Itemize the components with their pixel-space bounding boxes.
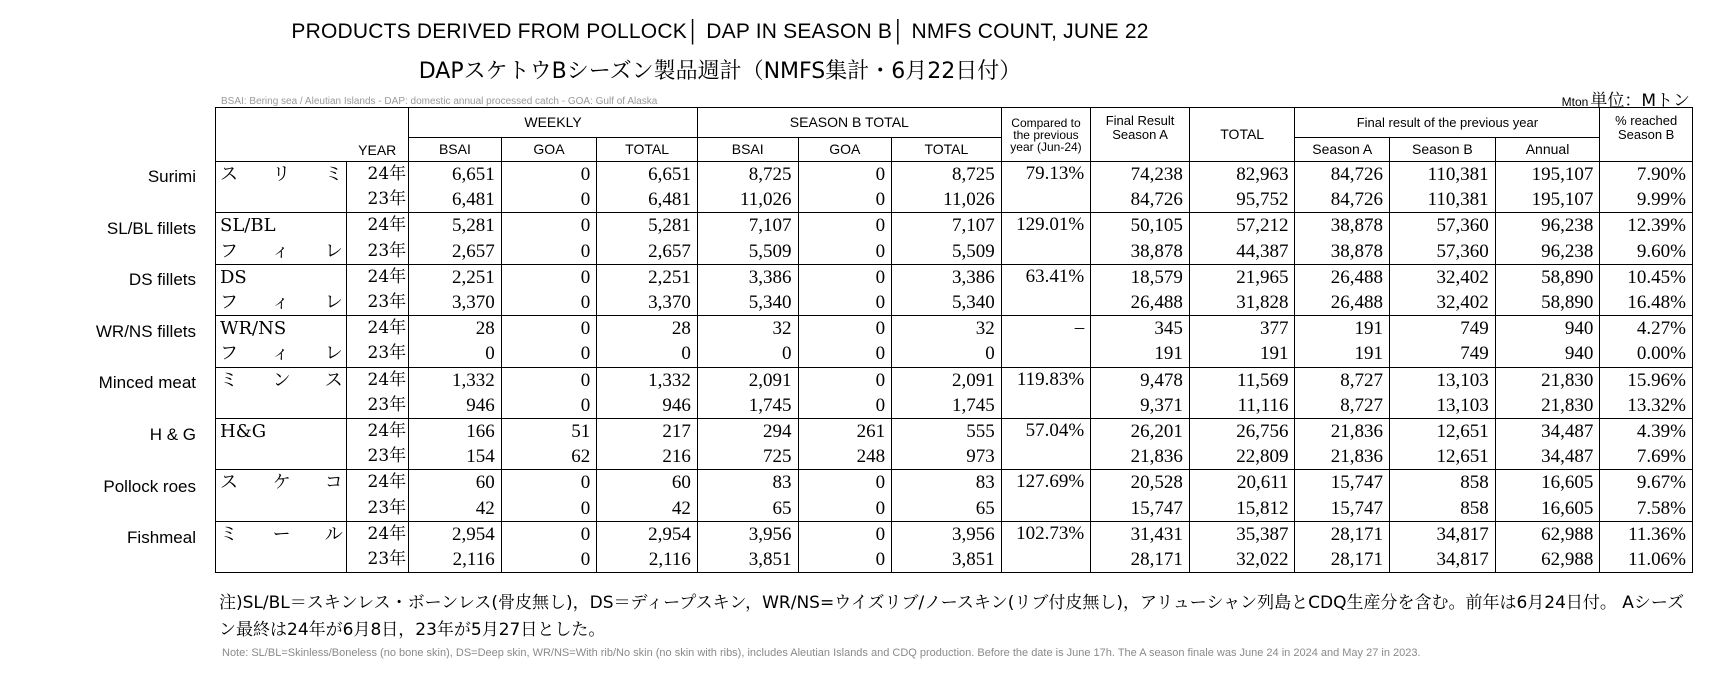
cell-cmp: 127.69% [1001,470,1091,496]
header-final-season-a: Final Result Season A [1091,108,1190,162]
cell-w-goa: 0 [501,547,597,573]
cell-w-total: 28 [597,316,698,342]
cell-reached: 7.58% [1600,495,1693,521]
cell-final-a: 50,105 [1091,213,1190,239]
cell-py-a: 38,878 [1295,213,1390,239]
cell-py-b: 858 [1390,470,1496,496]
cell-s-bsai: 32 [697,316,798,342]
cell-cmp: 102.73% [1001,521,1091,547]
cell-s-total: 8,725 [892,162,1002,188]
cell-s-goa: 261 [798,418,892,444]
cell-cmp: – [1001,316,1091,342]
cell-s-bsai: 1,745 [697,393,798,419]
cell-final-a: 74,238 [1091,162,1190,188]
year-cell: 24年 [346,470,408,496]
cell-py-annual: 34,487 [1495,418,1600,444]
cell-w-goa: 0 [501,187,597,213]
cell-s-goa: 0 [798,470,892,496]
cell-s-total: 65 [892,495,1002,521]
table-row [216,521,1693,547]
table-row [216,393,1693,419]
table-row [216,470,1693,496]
product-name-jp: DS [216,264,347,290]
year-cell: 24年 [346,213,408,239]
cell-py-b: 32,402 [1390,264,1496,290]
cell-final-a: 18,579 [1091,264,1190,290]
cell-reached: 0.00% [1600,341,1693,367]
cell-final-a: 345 [1091,316,1190,342]
cell-reached: 4.27% [1600,316,1693,342]
header-season-b-total: SEASON B TOTAL [697,108,1001,138]
cell-s-goa: 0 [798,290,892,316]
cell-w-total: 216 [597,444,698,470]
cell-w-total: 42 [597,495,698,521]
cell-reached: 10.45% [1600,264,1693,290]
cell-total: 44,387 [1189,239,1295,265]
year-cell: 23年 [346,290,408,316]
cell-s-goa: 0 [798,341,892,367]
cell-reached: 9.99% [1600,187,1693,213]
header-total: TOTAL [1189,108,1295,162]
cell-s-bsai: 2,091 [697,367,798,393]
cell-py-b: 749 [1390,341,1496,367]
cell-w-bsai: 60 [409,470,502,496]
cell-s-bsai: 3,851 [697,547,798,573]
cell-s-bsai: 0 [697,341,798,367]
cell-final-a: 31,431 [1091,521,1190,547]
header-prev-year: Final result of the previous year [1295,108,1600,138]
abbreviations-legend: BSAI: Bering sea / Aleutian Islands - DAP: domestic annual processed catch - GOA: Gulf of Alaska [221,96,658,107]
table-row [216,341,1693,367]
cell-s-bsai: 8,725 [697,162,798,188]
cell-py-annual: 195,107 [1495,162,1600,188]
cell-s-total: 83 [892,470,1002,496]
cell-py-b: 13,103 [1390,367,1496,393]
header-weekly-bsai: BSAI [409,138,502,162]
cell-total: 31,828 [1189,290,1295,316]
cell-w-total: 6,481 [597,187,698,213]
cell-py-annual: 96,238 [1495,213,1600,239]
cell-py-a: 26,488 [1295,290,1390,316]
cell-final-a: 9,371 [1091,393,1190,419]
cell-s-goa: 0 [798,239,892,265]
cell-cmp [1001,444,1091,470]
product-name-jp [216,495,347,521]
cell-s-bsai: 5,509 [697,239,798,265]
cell-total: 11,116 [1189,393,1295,419]
header-season-bsai: BSAI [697,138,798,162]
cell-py-annual: 58,890 [1495,264,1600,290]
table-row [216,316,1693,342]
cell-py-b: 13,103 [1390,393,1496,419]
cell-w-bsai: 6,651 [409,162,502,188]
title-english: PRODUCTS DERIVED FROM POLLOCK│ DAP IN SEASON B│ NMFS COUNT, JUNE 22 [291,20,1149,43]
cell-w-goa: 0 [501,162,597,188]
product-label: DS fillets [128,270,196,290]
cell-s-bsai: 83 [697,470,798,496]
header-percent-reached: % reached Season B [1600,108,1693,162]
cell-w-goa: 0 [501,316,597,342]
cell-py-b: 57,360 [1390,239,1496,265]
cell-s-bsai: 294 [697,418,798,444]
cell-cmp [1001,187,1091,213]
cell-w-goa: 0 [501,495,597,521]
header-weekly-total: TOTAL [597,138,698,162]
cell-py-annual: 195,107 [1495,187,1600,213]
cell-w-total: 3,370 [597,290,698,316]
cell-py-b: 12,651 [1390,418,1496,444]
year-cell: 23年 [346,444,408,470]
cell-total: 95,752 [1189,187,1295,213]
cell-cmp: 119.83% [1001,367,1091,393]
cell-total: 15,812 [1189,495,1295,521]
cell-py-b: 110,381 [1390,187,1496,213]
cell-py-a: 15,747 [1295,495,1390,521]
products-table [215,107,1693,573]
cell-py-a: 28,171 [1295,547,1390,573]
cell-py-b: 12,651 [1390,444,1496,470]
title-japanese: DAPスケトウBシーズン製品週計（NMFS集計・6月22日付） [418,59,1022,84]
cell-w-bsai: 2,251 [409,264,502,290]
product-label: SL/BL fillets [106,218,196,238]
cell-s-total: 3,851 [892,547,1002,573]
cell-w-bsai: 2,116 [409,547,502,573]
cell-total: 57,212 [1189,213,1295,239]
cell-w-bsai: 154 [409,444,502,470]
cell-w-total: 2,954 [597,521,698,547]
cell-final-a: 26,488 [1091,290,1190,316]
cell-cmp [1001,239,1091,265]
cell-total: 26,756 [1189,418,1295,444]
cell-py-b: 110,381 [1390,162,1496,188]
cell-w-goa: 62 [501,444,597,470]
cell-reached: 7.69% [1600,444,1693,470]
cell-s-goa: 0 [798,162,892,188]
cell-w-total: 2,116 [597,547,698,573]
cell-s-goa: 0 [798,367,892,393]
cell-s-goa: 0 [798,187,892,213]
cell-py-annual: 34,487 [1495,444,1600,470]
cell-reached: 15.96% [1600,367,1693,393]
cell-py-a: 21,836 [1295,418,1390,444]
cell-py-a: 38,878 [1295,239,1390,265]
cell-py-a: 84,726 [1295,187,1390,213]
cell-w-bsai: 2,657 [409,239,502,265]
cell-final-a: 20,528 [1091,470,1190,496]
cell-w-goa: 0 [501,239,597,265]
cell-cmp: 79.13% [1001,162,1091,188]
product-name-jp: フィレ [216,290,347,316]
cell-w-bsai: 5,281 [409,213,502,239]
cell-s-bsai: 3,386 [697,264,798,290]
cell-py-b: 858 [1390,495,1496,521]
cell-w-goa: 0 [501,470,597,496]
year-cell: 23年 [346,341,408,367]
cell-total: 82,963 [1189,162,1295,188]
product-label: Surimi [147,167,196,186]
cell-s-total: 3,956 [892,521,1002,547]
cell-final-a: 26,201 [1091,418,1190,444]
cell-w-goa: 0 [501,393,597,419]
cell-py-annual: 21,830 [1495,367,1600,393]
cell-final-a: 21,836 [1091,444,1190,470]
product-name-jp: ミール [216,521,347,547]
header-compared: Compared to the previous year (Jun-24) [1001,108,1091,162]
year-cell: 23年 [346,239,408,265]
cell-py-annual: 96,238 [1495,239,1600,265]
cell-w-bsai: 2,954 [409,521,502,547]
product-name-jp: WR/NS [216,316,347,342]
product-name-jp: フィレ [216,239,347,265]
cell-final-a: 191 [1091,341,1190,367]
note-english: Note: SL/BL=Skinless/Boneless (no bone skin), DS=Deep skin, WR/NS=With rib/No skin (no skin with ribs), includes Aleutian Islands and CDQ production. Before the date is June 17h. The A season finale was June 24 in 2024 and May 27 in 2023. [222,647,1421,659]
product-name-jp [216,393,347,419]
cell-py-annual: 21,830 [1495,393,1600,419]
cell-w-total: 2,251 [597,264,698,290]
cell-py-b: 32,402 [1390,290,1496,316]
cell-final-a: 9,478 [1091,367,1190,393]
product-label: Pollock roes [103,476,196,496]
cell-reached: 13.32% [1600,393,1693,419]
cell-w-goa: 0 [501,341,597,367]
product-label: H & G [149,425,196,444]
header-weekly: WEEKLY [409,108,698,138]
cell-w-total: 217 [597,418,698,444]
year-cell: 24年 [346,316,408,342]
cell-reached: 11.36% [1600,521,1693,547]
cell-w-bsai: 28 [409,316,502,342]
cell-cmp [1001,341,1091,367]
table-row [216,264,1693,290]
cell-w-goa: 51 [501,418,597,444]
cell-s-total: 32 [892,316,1002,342]
product-name-jp: フィレ [216,341,347,367]
cell-s-total: 0 [892,341,1002,367]
table-row [216,418,1693,444]
cell-reached: 4.39% [1600,418,1693,444]
year-cell: 24年 [346,264,408,290]
cell-s-bsai: 7,107 [697,213,798,239]
year-cell: 23年 [346,187,408,213]
cell-w-total: 6,651 [597,162,698,188]
cell-w-bsai: 166 [409,418,502,444]
cell-s-goa: 0 [798,495,892,521]
cell-s-total: 1,745 [892,393,1002,419]
cell-py-annual: 62,988 [1495,547,1600,573]
header-product-blank [216,108,347,162]
cell-py-b: 57,360 [1390,213,1496,239]
cell-w-total: 60 [597,470,698,496]
cell-py-a: 191 [1295,341,1390,367]
cell-s-bsai: 11,026 [697,187,798,213]
cell-s-goa: 0 [798,547,892,573]
table-row [216,290,1693,316]
product-label: Minced meat [98,373,196,393]
header-season-total: TOTAL [892,138,1002,162]
cell-total: 20,611 [1189,470,1295,496]
header-season-goa: GOA [798,138,892,162]
cell-py-a: 191 [1295,316,1390,342]
cell-py-a: 26,488 [1295,264,1390,290]
cell-reached: 11.06% [1600,547,1693,573]
cell-reached: 12.39% [1600,213,1693,239]
cell-w-goa: 0 [501,213,597,239]
header-prev-season-b: Season B [1390,138,1496,162]
cell-s-bsai: 3,956 [697,521,798,547]
cell-w-bsai: 3,370 [409,290,502,316]
cell-py-b: 749 [1390,316,1496,342]
cell-py-a: 15,747 [1295,470,1390,496]
cell-final-a: 84,726 [1091,187,1190,213]
cell-w-goa: 0 [501,290,597,316]
cell-cmp [1001,495,1091,521]
cell-w-goa: 0 [501,521,597,547]
table-row [216,495,1693,521]
year-cell: 24年 [346,367,408,393]
year-cell: 24年 [346,521,408,547]
cell-s-bsai: 725 [697,444,798,470]
cell-total: 191 [1189,341,1295,367]
cell-s-total: 5,340 [892,290,1002,316]
cell-s-total: 3,386 [892,264,1002,290]
header-year: YEAR [346,108,408,162]
table-row [216,367,1693,393]
product-name-jp: SL/BL [216,213,347,239]
cell-reached: 9.60% [1600,239,1693,265]
table-row [216,162,1693,188]
products-table-body [216,162,1693,573]
cell-total: 11,569 [1189,367,1295,393]
cell-w-total: 0 [597,341,698,367]
cell-s-total: 11,026 [892,187,1002,213]
note-japanese: 注)SL/BL＝スキンレス・ボーンレス(骨皮無し)，DS＝ディープスキン，WR/NS=ウイズリブ/ノースキン(リブ付皮無し)，アリューシャン列島とCDQ生産分を含む。前年は6月24日付。 Aシーズン最終は24年が6月8日，23年が5月27日とした。 [219,593,1685,640]
cell-w-goa: 0 [501,367,597,393]
cell-py-annual: 58,890 [1495,290,1600,316]
table-row [216,213,1693,239]
product-label: Fishmeal [127,528,196,548]
cell-py-a: 8,727 [1295,393,1390,419]
cell-w-total: 2,657 [597,239,698,265]
cell-total: 32,022 [1189,547,1295,573]
cell-py-annual: 940 [1495,341,1600,367]
cell-s-total: 2,091 [892,367,1002,393]
cell-py-annual: 62,988 [1495,521,1600,547]
header-weekly-goa: GOA [501,138,597,162]
cell-w-bsai: 946 [409,393,502,419]
cell-cmp: 63.41% [1001,264,1091,290]
cell-s-goa: 248 [798,444,892,470]
year-cell: 23年 [346,547,408,573]
cell-final-a: 28,171 [1091,547,1190,573]
cell-s-total: 973 [892,444,1002,470]
product-label: WR/NS fillets [95,321,196,341]
cell-py-annual: 940 [1495,316,1600,342]
year-cell: 23年 [346,495,408,521]
cell-cmp [1001,290,1091,316]
cell-w-bsai: 6,481 [409,187,502,213]
cell-total: 35,387 [1189,521,1295,547]
cell-final-a: 15,747 [1091,495,1190,521]
cell-py-b: 34,817 [1390,547,1496,573]
header-prev-annual: Annual [1495,138,1600,162]
year-cell: 24年 [346,162,408,188]
cell-reached: 16.48% [1600,290,1693,316]
cell-w-total: 1,332 [597,367,698,393]
header-prev-season-a: Season A [1295,138,1390,162]
cell-total: 377 [1189,316,1295,342]
cell-w-goa: 0 [501,264,597,290]
product-name-jp [216,187,347,213]
cell-py-a: 8,727 [1295,367,1390,393]
product-name-jp: スケコ [216,470,347,496]
cell-s-total: 555 [892,418,1002,444]
cell-w-total: 946 [597,393,698,419]
cell-s-goa: 0 [798,521,892,547]
cell-cmp [1001,393,1091,419]
cell-w-bsai: 42 [409,495,502,521]
cell-s-total: 7,107 [892,213,1002,239]
cell-s-total: 5,509 [892,239,1002,265]
cell-cmp [1001,547,1091,573]
table-row [216,239,1693,265]
cell-py-b: 34,817 [1390,521,1496,547]
unit-japanese: 単位：Mトン [1590,91,1690,111]
cell-cmp: 57.04% [1001,418,1091,444]
cell-s-goa: 0 [798,316,892,342]
table-row [216,187,1693,213]
product-name-jp [216,547,347,573]
cell-w-total: 5,281 [597,213,698,239]
cell-reached: 9.67% [1600,470,1693,496]
table-row [216,547,1693,573]
product-name-jp: H&G [216,418,347,444]
cell-s-goa: 0 [798,393,892,419]
cell-py-annual: 16,605 [1495,470,1600,496]
unit-english: Mton [1561,95,1589,109]
cell-reached: 7.90% [1600,162,1693,188]
cell-s-bsai: 65 [697,495,798,521]
table-row [216,444,1693,470]
cell-w-bsai: 1,332 [409,367,502,393]
cell-py-a: 28,171 [1295,521,1390,547]
product-name-jp: ミンス [216,367,347,393]
cell-s-bsai: 5,340 [697,290,798,316]
cell-total: 22,809 [1189,444,1295,470]
product-name-jp: スリミ [216,162,347,188]
year-cell: 23年 [346,393,408,419]
cell-cmp: 129.01% [1001,213,1091,239]
cell-total: 21,965 [1189,264,1295,290]
cell-py-annual: 16,605 [1495,495,1600,521]
cell-py-a: 84,726 [1295,162,1390,188]
cell-s-goa: 0 [798,213,892,239]
cell-w-bsai: 0 [409,341,502,367]
year-cell: 24年 [346,418,408,444]
product-name-jp [216,444,347,470]
cell-py-a: 21,836 [1295,444,1390,470]
cell-final-a: 38,878 [1091,239,1190,265]
cell-s-goa: 0 [798,264,892,290]
